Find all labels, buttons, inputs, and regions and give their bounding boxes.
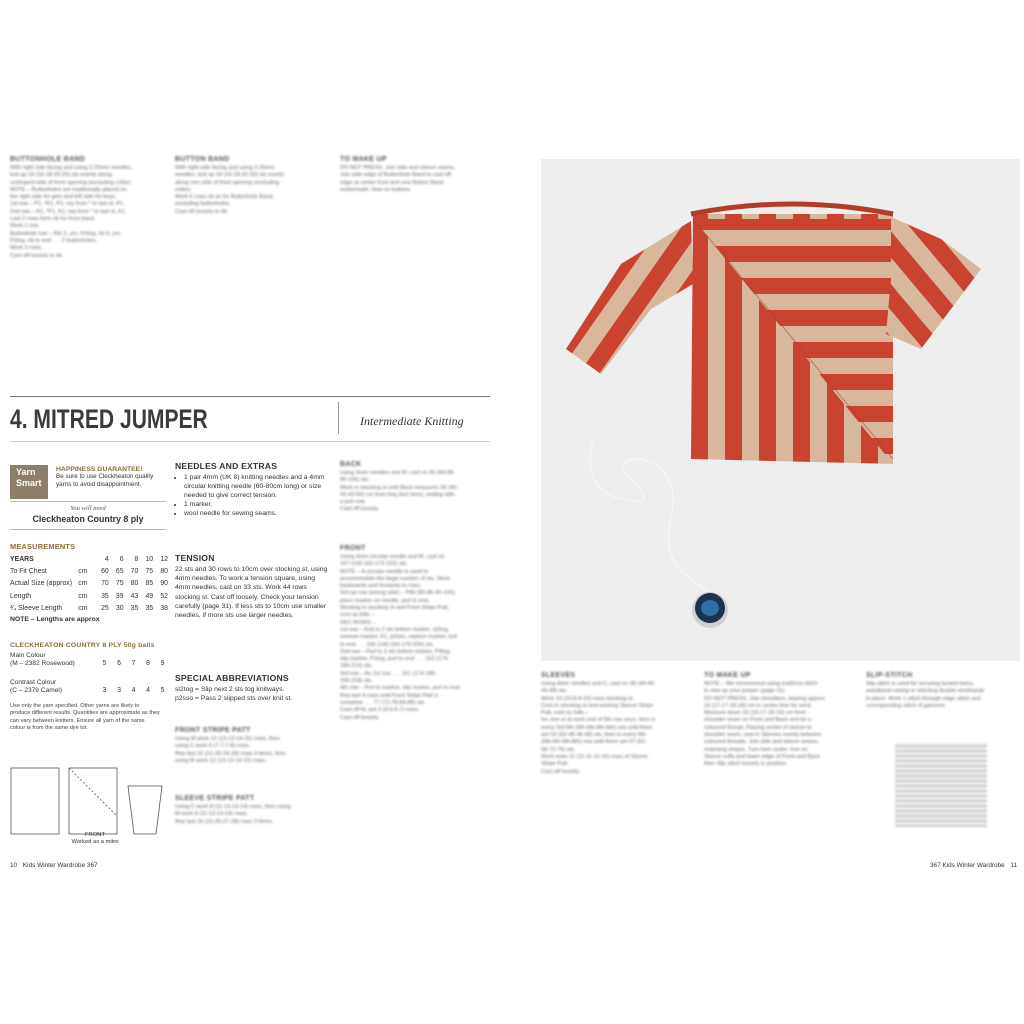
sleeve-stripe-section <box>175 795 330 826</box>
measurement-value: 90 <box>160 580 168 588</box>
text-line: backwards and forwards in rows. <box>340 583 422 590</box>
text-line: Work 1 row. <box>10 223 40 230</box>
text-line: accommodate the large number of sts. Work <box>340 575 450 582</box>
yarn-rule-2 <box>10 529 166 530</box>
text-line: Patt, cont as folls – <box>541 710 589 717</box>
text-line: Inc one st at each end of 5th row once, then in <box>541 717 656 724</box>
you-will-need: You will need <box>70 505 106 512</box>
right-footer-title: 367 Kids Winter Wardrobe <box>930 862 1005 869</box>
measurement-value: 43 <box>130 592 139 600</box>
front-stripe-text <box>175 736 330 765</box>
text-line: Working in stocking st and Front Stripe Patt, <box>340 605 450 612</box>
yarn-rule <box>10 501 166 502</box>
footer-left <box>10 862 98 869</box>
text-line: Rep last 4 rows until Front Stripe Patt is <box>340 692 439 699</box>
slip-stitch-text <box>866 681 1016 710</box>
text-line: a purl row. <box>340 499 366 506</box>
text-line: to end . . . 165 (140-160-170-220) sts. <box>340 641 435 648</box>
yarn-smart-badge <box>10 465 48 499</box>
text-line: DEC ROWS – <box>340 619 376 626</box>
text-line: P2tog, rib to end . . . 2 buttonholes. <box>10 237 98 244</box>
balls-heading: CLECKHEATON COUNTRY 8 PLY 50g balls <box>10 642 155 649</box>
measurement-unit <box>78 553 96 565</box>
needles-item: • 1 marker. <box>184 500 330 509</box>
tension-section <box>175 553 330 620</box>
top-make-up-section <box>340 156 490 194</box>
tension-text: 22 sts and 30 rows to 10cm over stocking st, using 4mm needles. To work a tension square, using 4mm needles, cast on 33 sts. Work 44 rows stocking st. Cast off loosely. Check your tension carefully (page 31). If less sts to 10cm use smaller needles, if more sts use larger needles. <box>175 566 328 620</box>
measurement-value: 25 <box>101 605 109 613</box>
text-line: Cont in stocking st and working Sleeve Stripe <box>541 702 654 709</box>
back-heading: BACK <box>340 461 362 468</box>
abbreviation-item: sl2tog = Slip next 2 sts tog knitways. <box>175 686 285 693</box>
ball-count: 3 <box>117 687 121 694</box>
front-text <box>340 554 490 722</box>
measurement-unit: cm <box>78 605 88 613</box>
sleeve-stripe-text <box>175 804 330 826</box>
happiness-text: Be sure to use Cleckheaton quality yarns to avoid disappointment. <box>56 473 154 488</box>
text-line: then Slip stitch loosely in position. <box>704 761 788 768</box>
abbreviations-heading: SPECIAL ABBREVIATIONS <box>175 673 289 683</box>
measurement-value: 70 <box>101 580 109 588</box>
text-line: Buttonhole row – Rib 2, yrn, P2tog, rib 6, yrn, <box>10 230 122 237</box>
sleeve-stripe-heading: SLEEVE STRIPE PATT <box>175 795 255 802</box>
main-colour-label1: Main Colour <box>10 652 46 659</box>
text-line: 1st row – Knit to 2 sts before marker, sl2tog, <box>340 626 450 633</box>
text-line: Cast off loosely. <box>541 768 581 775</box>
tension-heading: TENSION <box>175 553 215 563</box>
buttonhole-band-text <box>10 165 170 260</box>
abbreviation-item: p2sso = Pass 2 slipped sts over knit st. <box>175 695 293 703</box>
text-line: excluding buttonholes. <box>175 201 231 208</box>
garment-schematic <box>10 766 170 838</box>
button-band-heading: BUTTON BAND <box>175 156 230 163</box>
text-line: matching stripes. Turn hem under. Iron on <box>704 746 808 753</box>
title-rule <box>10 396 490 397</box>
text-line: Sleeve cuffs and lower edge of Front and Back <box>704 753 820 760</box>
ball-count: 3 <box>102 687 107 694</box>
text-line: Cast off loosely. <box>340 506 380 513</box>
text-line: DO NOT PRESS. Join shoulders, leaving approx <box>704 695 825 702</box>
text-line: every 3rd 6th (6th-6th-6th-6th) row until there <box>541 724 653 731</box>
diagram-caption-2: Worked as a mitre <box>71 839 119 846</box>
text-line: collar). <box>175 186 192 193</box>
text-line: shoulder seam on Front and Back and tie a <box>704 717 811 724</box>
measurement-value: 39 <box>115 592 124 600</box>
text-line: to sew up your jumper (page 11). <box>704 688 786 695</box>
text-line: Cast off loosely in rib. <box>175 208 229 215</box>
measurements-section <box>10 542 170 623</box>
ball-count: 4 <box>146 687 150 694</box>
text-line: Join side edge of Buttonhole Band to cast off <box>340 172 451 179</box>
text-line: Using 4mm needles and C, cast on 38 (44-40- <box>541 681 656 687</box>
text-line: Set-up row (wrong side) – P80 (80-85-90-100), <box>340 590 456 597</box>
text-line: Rep last 16 (22-26-27-28) rows 3 times. <box>175 818 274 825</box>
measurement-unit: cm <box>78 592 88 600</box>
make-up-heading: TO MAKE UP <box>704 672 751 679</box>
contrast-colour-label1: Contrast Colour <box>10 679 57 686</box>
mitre-stripe <box>691 230 896 246</box>
front-schematic <box>69 768 117 834</box>
ball-count: 7 <box>131 660 136 667</box>
back-schematic <box>11 768 59 834</box>
measurement-row <box>10 565 170 577</box>
sleeve-schematic <box>128 786 162 834</box>
text-line: unshaped side of front opening (excluding collar). <box>10 179 133 186</box>
text-line: Rep last 22 (21-26-24-28) rows 3 times, then <box>175 750 286 757</box>
text-line: knit up 16 (16-18-20-20) sts evenly along <box>10 172 112 179</box>
front-stripe-section <box>175 727 330 765</box>
happiness-guarantee <box>56 466 166 489</box>
contrast-colour-row <box>10 679 172 701</box>
text-line: With right side facing and using 3.25mm <box>175 165 275 171</box>
measurement-unit: cm <box>78 580 88 588</box>
text-line: Using 4mm needles and M, cast on 80 (84-88- <box>340 470 456 476</box>
left-page-number: 10 <box>10 862 18 869</box>
text-line: 167 (142-162-172-222) sts. <box>340 561 408 568</box>
text-line: place marker on needle, purl to end. <box>340 597 430 604</box>
make-up-text <box>704 681 859 769</box>
sleeves-heading: SLEEVES <box>541 672 576 679</box>
mitre-line <box>69 768 117 816</box>
pattern-title: 4. MITRED JUMPER <box>10 404 208 434</box>
text-line: 68-72-75) sts. <box>541 746 576 753</box>
text-line: 16 (17-17-18-18) cm in centre free for neck. <box>704 702 813 709</box>
left-footer-title: Kids Winter Wardrobe 367 <box>22 862 98 869</box>
front-stripe-heading: FRONT STRIPE PATT <box>175 727 251 734</box>
sleeves-text <box>541 681 696 776</box>
measurement-value: 85 <box>145 580 154 588</box>
text-line: Work in stocking st until Back measures 36 (40- <box>340 484 459 491</box>
make-up-section <box>704 672 859 769</box>
ball-count: 9 <box>160 660 165 667</box>
ball-count: 4 <box>131 687 136 694</box>
diagram-caption <box>60 832 130 846</box>
measurement-value: 35 <box>101 592 109 600</box>
jumper-illustration <box>541 159 1020 661</box>
text-line: 42-43-50) cm from beg (incl hem), ending with <box>340 491 455 498</box>
text-line: Using 4mm circular needle and M, cast on <box>340 554 445 560</box>
text-line: in place. Work 1 stitch through edge stitch and <box>866 695 981 702</box>
measurement-value: 35 <box>130 605 139 613</box>
text-line: 184-214) sts. <box>340 663 373 670</box>
text-line: Work even 11 (11-11-11-15) rows of Sleeve <box>541 753 648 760</box>
measurement-row <box>10 578 170 590</box>
needles-section <box>175 461 330 518</box>
diagram-caption-1: FRONT <box>85 832 105 838</box>
text-line: Last 2 rows form rib for front band. <box>10 216 96 223</box>
measurement-label: YEARS <box>10 555 34 563</box>
title-underline <box>10 441 490 442</box>
text-line: 1st row – P1, *K1, P1; rep from * to last st, P1. <box>10 201 125 208</box>
measurement-value: 75 <box>115 580 124 588</box>
text-line: coloured threads. Join side and sleeve seams, <box>704 739 820 746</box>
needles-list <box>175 473 330 518</box>
text-line: Cast off M, put 3 (3-5-5-7) rows. <box>340 707 420 714</box>
front-section <box>340 545 490 722</box>
text-line: needles, knit up 16 (16-18-20-20) sts evenly <box>175 172 285 179</box>
footer-right <box>930 862 1017 869</box>
measurement-row <box>10 590 170 602</box>
text-line: NOTE – Buttonholes are traditionally placed on <box>10 186 127 193</box>
text-line: 3rd row – As 1st row . . . 161 (174-186- <box>340 670 437 677</box>
measurement-value: 52 <box>160 592 168 600</box>
yarn-smart-line1: Yarn <box>16 467 36 477</box>
text-line: Using M work 12 (13-13-14-15) rows, then <box>175 736 280 742</box>
measurement-value: 10 <box>145 555 154 563</box>
text-line: 4th row – Purl to marker, slip marker, purl to end. <box>340 685 461 692</box>
text-line: using M work 12 (13-13-14-15) rows. <box>175 757 267 764</box>
front-heading: FRONT <box>340 545 366 552</box>
text-line: M work 8 (11-13-14-14) rows. <box>175 811 248 818</box>
right-page-number: 11 <box>1010 862 1018 869</box>
yarn-smart-line2: Smart <box>16 478 42 488</box>
buttonhole-band-section <box>10 156 170 260</box>
measurement-value: 8 <box>134 555 139 563</box>
needles-item: • 1 pair 4mm (UK 8) knitting needles and a 4mm circular knitting needle (60-80cm long) or size needed to give correct tension. <box>184 473 330 500</box>
yarn-disclaimer: Use only the yarn specified. Other yarns are likely to produce different results. Quantities are approximate as they can vary between knitters. Ensure all yarn of the same colour is from the same dye lot. <box>10 703 160 732</box>
measurement-value: 49 <box>145 592 154 600</box>
text-line: the right side for girls and left side for boys. <box>10 194 117 201</box>
text-line: Work 6 rows rib as for Buttonhole Band, <box>175 194 274 201</box>
text-line: cont as folls – <box>340 612 375 619</box>
main-colour-values <box>92 660 165 667</box>
text-line: along rem side of front opening (excluding <box>175 179 280 186</box>
abbreviations-list <box>175 685 330 703</box>
text-line: complete . . . 77 (72-78-84-88) sts. <box>340 699 426 706</box>
measurement-label: Length <box>10 592 32 600</box>
back-section <box>340 461 490 514</box>
measurement-value: 6 <box>119 555 124 563</box>
measurements-note: NOTE – Lengths are approx <box>10 615 100 623</box>
measurement-row <box>10 553 170 565</box>
text-line: corresponding stitch of garment. <box>866 702 946 709</box>
text-line: 2nd row – Purl to 2 sts before marker, P3tog, <box>340 648 451 655</box>
text-line: remove marker, K1, p2sso, replace marker, knit <box>340 634 458 641</box>
text-line: 44-48) sts. <box>541 688 568 695</box>
text-line: Cast off loosely in rib. <box>10 252 64 259</box>
measurement-value: 60 <box>101 568 109 576</box>
measurement-value: 12 <box>160 555 168 563</box>
text-line: Work 10 (10-8-8-10) rows stocking st. <box>541 695 635 702</box>
ball-count: 5 <box>102 660 107 667</box>
text-line: Work 3 rows. <box>10 245 43 252</box>
back-text <box>340 470 490 514</box>
text-line: 90-100) sts. <box>340 477 370 484</box>
title-divider <box>338 402 339 434</box>
text-line: Slip stitch is used for securing turned hems, <box>866 681 975 687</box>
measurements-table <box>10 553 170 615</box>
text-line: edge at centre front and sew Button Band <box>340 179 444 186</box>
measurement-value: 30 <box>115 605 124 613</box>
text-line: With right side facing and using 3.25mm needles, <box>10 165 133 171</box>
main-colour-label2: (M – 2382 Rosewood) <box>10 660 75 668</box>
text-line: (6th-6th-6th-8th) row until there are 57 (61- <box>541 739 648 746</box>
contrast-colour-label2: (C – 2379 Camel) <box>10 687 63 695</box>
text-line: Using C work 8 (11-13-13-14) rows, then using <box>175 804 291 810</box>
text-line: 2nd row – K2, *P1, K1; rep from * to last st, K1. <box>10 208 127 215</box>
needles-heading: NEEDLES AND EXTRAS <box>175 461 278 471</box>
balls-section <box>10 642 172 733</box>
text-line: are 52 (52-48-48-48) sts, then in every 6th <box>541 732 646 739</box>
measurement-value: 65 <box>115 568 124 576</box>
text-line: DO NOT PRESS. Join side and sleeve seams. <box>340 165 456 171</box>
button-band-section <box>175 156 335 216</box>
top-make-up-text <box>340 165 490 194</box>
measurement-label: ³⁄₄ Sleeve Length <box>10 605 63 613</box>
body-stripe <box>691 209 708 469</box>
abbreviations-section <box>175 673 330 703</box>
slip-stitch-heading: SLIP-STITCH <box>866 672 913 679</box>
measurement-value: 80 <box>130 580 139 588</box>
happiness-heading: HAPPINESS GUARANTEE! <box>56 466 143 473</box>
sleeves-section <box>541 672 696 776</box>
text-line: 206-218) sts. <box>340 678 373 685</box>
text-line: NOTE – A circular needle is used to <box>340 568 429 575</box>
contrast-colour-values <box>92 687 165 694</box>
button-band-text <box>175 165 335 216</box>
measurement-value: 70 <box>130 568 139 576</box>
measurement-value: 4 <box>104 555 109 563</box>
measurement-value: 80 <box>160 568 168 576</box>
measurements-heading: MEASUREMENTS <box>10 542 76 551</box>
measurement-value: 75 <box>145 568 154 576</box>
text-line: using C work 6 (7-7-7-8) rows. <box>175 743 251 750</box>
text-line: slip marker, P1tog, purl to end . . . 163 (174- <box>340 656 450 663</box>
measurement-label: To Fit Chest <box>10 568 47 576</box>
main-colour-row <box>10 652 172 674</box>
top-make-up-heading: TO MAKE UP <box>340 156 387 163</box>
text-line: underneath. Sew on buttons. <box>340 186 412 193</box>
ball-count: 8 <box>146 660 150 667</box>
text-line: shoulder seam, sew in Sleeves evenly between <box>704 732 822 739</box>
jumper-photo <box>541 159 1020 661</box>
text-line: Stripe Patt. <box>541 761 569 768</box>
slip-stitch-section <box>866 672 1016 710</box>
text-line: Cast off loosely. <box>340 714 380 721</box>
measurement-unit: cm <box>78 568 88 576</box>
yarn-name: Cleckheaton Country 8 ply <box>32 514 144 524</box>
buttonhole-band-heading: BUTTONHOLE BAND <box>10 156 86 163</box>
needles-item: • wool needle for sewing seams. <box>184 509 330 518</box>
text-line: Measure down 16 (16-17-18-19) cm from <box>704 710 806 717</box>
ball-count: 5 <box>160 687 165 694</box>
ball-count: 6 <box>117 660 121 667</box>
slip-stitch-illustration <box>895 743 987 827</box>
measurement-value: 35 <box>145 605 154 613</box>
difficulty-level: Intermediate Knitting <box>360 414 464 428</box>
measurement-row <box>10 603 170 615</box>
text-line: NOTE – We recommend using mattress stitch <box>704 681 818 687</box>
text-line: waistband casing or stitching double neckbands <box>866 688 985 695</box>
measurement-value: 38 <box>160 605 168 613</box>
measurement-label: Actual Size (approx) <box>10 580 73 588</box>
text-line: coloured thread. Placing centre of sleeve to <box>704 724 812 731</box>
